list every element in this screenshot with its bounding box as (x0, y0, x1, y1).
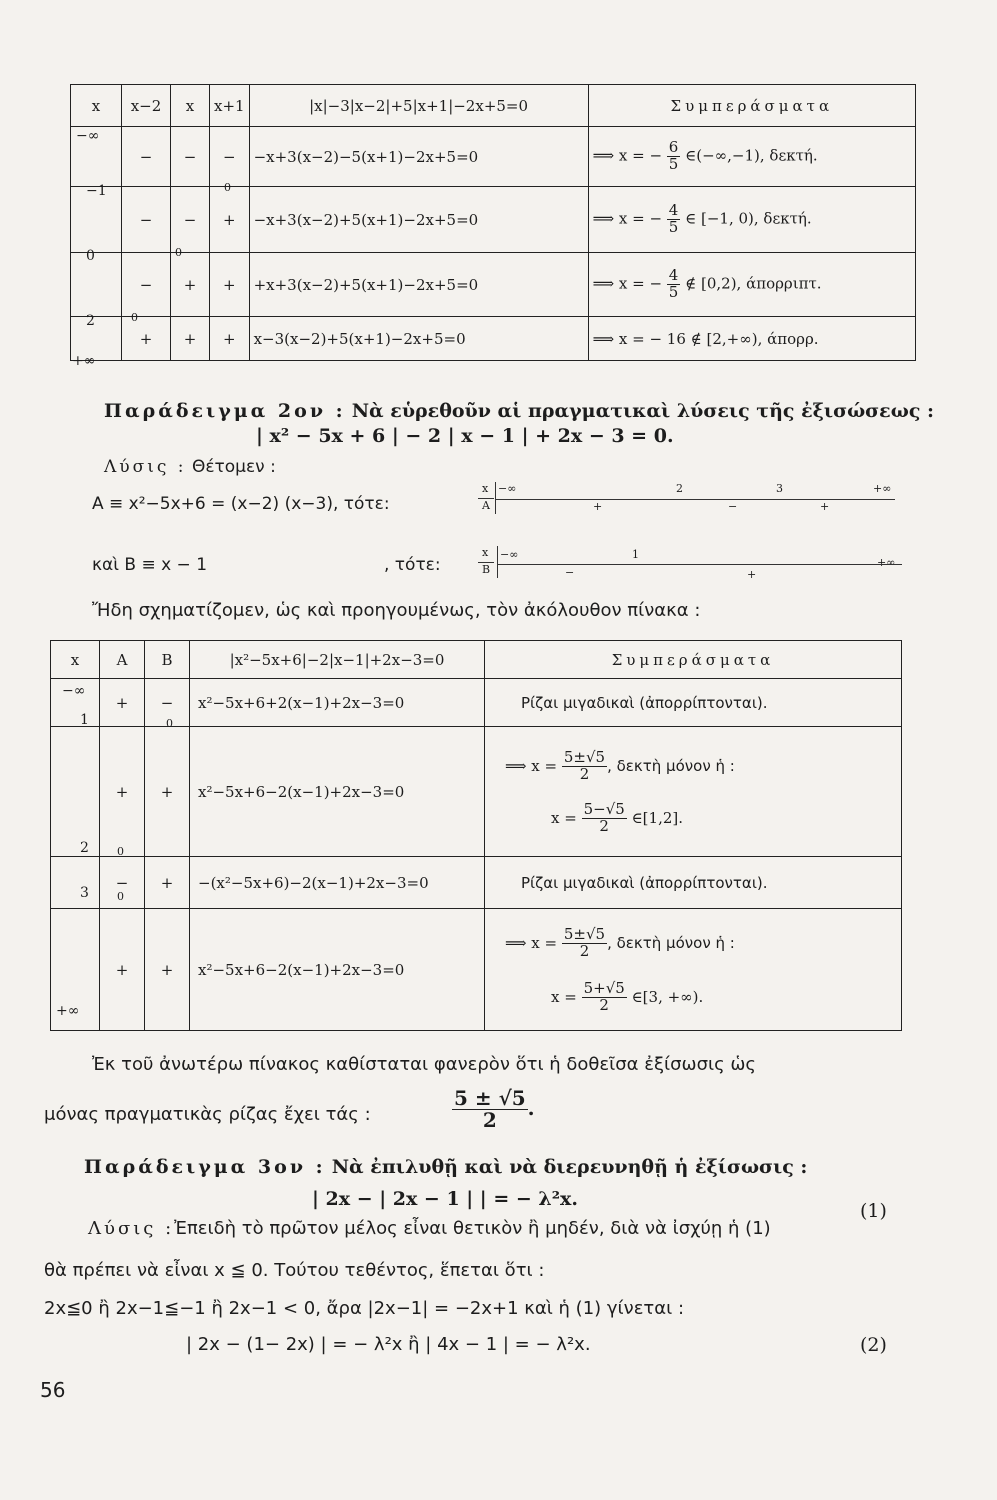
chart-point: 1 (632, 548, 639, 561)
header-x-minus-2: x−2 (122, 85, 171, 127)
header-conclusions: Συμπεράσματα (485, 641, 902, 679)
sign-cell: + (210, 253, 250, 317)
denominator: 2 (599, 996, 609, 1014)
chart-var-label: x (482, 482, 489, 495)
table-row (51, 909, 902, 1031)
solution-intro-text: Θέτομεν : (191, 457, 276, 477)
denominator: 2 (579, 942, 590, 960)
row-conclusion (588, 253, 915, 317)
numerator: 4 (668, 201, 679, 220)
table-row (71, 253, 916, 317)
conclusion-rest: ∈ [−1, 0), δεκτή. (685, 209, 812, 228)
chart-func-label: B (482, 563, 491, 576)
conclusion-line (489, 916, 897, 970)
fraction (452, 1088, 528, 1131)
fraction (582, 802, 627, 835)
conclusion-line-2: μόνας πραγματικὰς ρίζας ἔχει τάς : (44, 1104, 371, 1125)
conclusion-prefix: ⟹ x = (505, 933, 558, 952)
solution-text: Ἐπειδὴ τὸ πρῶτον μέλος εἶναι θετικὸν ἢ μηδέν, διὰ νὰ ἰσχύῃ ἡ (1) (174, 1218, 771, 1239)
example-2-heading (104, 400, 934, 422)
b-definition (92, 555, 207, 575)
example-title: Παράδειγμα 2ον : (104, 400, 346, 422)
conclusion-prefix: x = (551, 987, 577, 1006)
b-def-text: καὶ B ≡ x − 1 (92, 555, 208, 575)
chart-point: 3 (776, 482, 783, 495)
sign-cell: + (171, 253, 210, 317)
zero-mark: 0 (131, 311, 138, 324)
sign-chart-b (470, 546, 900, 586)
conclusion-roots (452, 1088, 535, 1131)
row-equation: −x+3(x−2)+5(x+1)−2x+5=0 (249, 187, 588, 253)
chart-minus-inf: −∞ (500, 548, 519, 561)
numerator: 4 (668, 266, 679, 285)
example-3-heading (84, 1156, 807, 1178)
conclusion-lhs: x = − (618, 209, 663, 228)
equation-number: (1) (860, 1200, 887, 1222)
conclusion-prefix: ⟹ x = (505, 756, 558, 775)
sign-cell: + (210, 317, 250, 361)
boundary-label: +∞ (56, 1003, 80, 1019)
conclusion-suffix: ∈[3, +∞). (631, 987, 704, 1006)
zero-mark: 0 (117, 845, 124, 858)
numerator: 6 (668, 138, 679, 157)
boundary-label: −∞ (76, 128, 100, 144)
chart-sign: − (728, 500, 738, 513)
fraction (667, 203, 681, 236)
sign-cell: + (145, 909, 190, 1031)
a-definition: A ≡ x²−5x+6 = (x−2) (x−3), τότε: (92, 494, 390, 514)
chart-var-label: x (482, 546, 489, 559)
sign-cell: + (145, 727, 190, 857)
header-equation: |x²−5x+6|−2|x−1|+2x−3=0 (190, 641, 485, 679)
row-conclusion (485, 727, 902, 857)
chart-minus-inf: −∞ (498, 482, 517, 495)
sign-cell: + (122, 317, 171, 361)
chart-func-label: A (482, 499, 490, 512)
row-conclusion (588, 317, 915, 361)
row-equation: x²−5x+6+2(x−1)+2x−3=0 (190, 679, 485, 727)
boundary-label: 2 (86, 313, 95, 329)
equation-number: (2) (860, 1334, 887, 1356)
numerator: 5 ± √5 (454, 1086, 526, 1110)
zero-mark: 0 (175, 246, 182, 259)
row-conclusion (588, 187, 915, 253)
chart-point: 2 (676, 482, 683, 495)
conclusion-rest: ∉ [0,2), άπορριπτ. (685, 274, 822, 293)
denominator: 5 (668, 218, 679, 236)
boundary-label: −1 (86, 183, 107, 199)
conclusion-prefix: x = (551, 808, 577, 827)
row-equation: x²−5x+6−2(x−1)+2x−3=0 (190, 727, 485, 857)
sign-cell: − (171, 127, 210, 187)
conclusion-line (489, 970, 897, 1024)
sentence-end: . (527, 1096, 535, 1120)
row-equation: x−3(x−2)+5(x+1)−2x+5=0 (249, 317, 588, 361)
implies-arrow: ⟹ (592, 209, 615, 228)
row-conclusion (588, 127, 915, 187)
zero-mark: 0 (117, 890, 124, 903)
fraction (562, 750, 607, 783)
header-a: A (100, 641, 145, 679)
header-x: x (51, 641, 100, 679)
header-x-plus-1: x+1 (210, 85, 250, 127)
boundary-label: +∞ (72, 353, 96, 369)
row-equation: −(x²−5x+6)−2(x−1)+2x−3=0 (190, 857, 485, 909)
denominator: 2 (599, 817, 609, 835)
example-statement: Νὰ εὑρεθοῦν αἱ πραγματικαὶ λύσεις τῆς ἐξισώσεως : (351, 400, 935, 422)
sign-cell: − (145, 679, 190, 727)
conclusion-suffix: ∈[1,2]. (631, 808, 684, 827)
boundary-label: −∞ (62, 683, 86, 699)
example-2-equation: | x² − 5x + 6 | − 2 | x − 1 | + 2x − 3 = 0. (256, 425, 674, 447)
chart-sign: − (565, 566, 575, 579)
b-definition-tote: , τότε: (384, 555, 441, 575)
chart-sign: + (593, 500, 603, 513)
conclusion-rest: ∈(−∞,−1), δεκτή. (685, 146, 818, 165)
sign-cell: − (171, 187, 210, 253)
sign-cell: + (100, 727, 145, 857)
sign-cell: − (210, 127, 250, 187)
table-row (71, 187, 916, 253)
example-title: Παράδειγμα 3ον : (84, 1156, 326, 1178)
solution-3-line-3: 2x≦0 ἢ 2x−1≦−1 ἢ 2x−1 < 0, ἄρα |2x−1| = −2x+1 καὶ ἡ (1) γίνεται : (44, 1298, 685, 1319)
table-row (71, 317, 916, 361)
example-statement: Νὰ ἐπιλυθῇ καὶ νὰ διερευνηθῇ ἡ ἐξίσωσις : (331, 1156, 808, 1178)
sign-cell: + (171, 317, 210, 361)
zero-mark: 0 (166, 717, 173, 730)
example-3-equation: | 2x − | 2x − 1 | | = − λ²x. (312, 1188, 578, 1210)
row-equation: −x+3(x−2)−5(x+1)−2x+5=0 (249, 127, 588, 187)
conclusion-line-1: Ἐκ τοῦ ἀνωτέρω πίνακος καθίσταται φανερὸν ὅτι ἡ δοθεῖσα ἐξίσωσις ὡς (92, 1054, 756, 1075)
sign-cell: + (100, 909, 145, 1031)
denominator: 2 (579, 765, 590, 783)
boundary-label: 1 (80, 712, 89, 728)
solution-3-line-1 (88, 1218, 771, 1239)
sign-cell: − (122, 253, 171, 317)
header-b: B (145, 641, 190, 679)
numerator: 5−√5 (583, 800, 625, 819)
boundary-label: 0 (86, 248, 95, 264)
numerator: 5+√5 (583, 979, 625, 998)
row-conclusion: Ρίζαι μιγαδικαὶ (ἀπορρίπτονται). (485, 679, 902, 727)
sign-cell: − (100, 857, 145, 909)
table-1 (70, 84, 916, 361)
denominator: 5 (668, 283, 679, 301)
conclusion-suffix: , δεκτὴ μόνον ἡ : (607, 756, 735, 775)
denominator: 2 (482, 1108, 497, 1132)
table-2-header-row (51, 641, 902, 679)
next-line: Ἤδη σχηματίζομεν, ὡς καὶ προηγουμένως, τὸν ἀκόλουθον πίνακα : (92, 600, 701, 621)
implies-arrow: ⟹ (592, 274, 615, 293)
header-conclusions: Συμπεράσματα (588, 85, 915, 127)
row-conclusion: Ρίζαι μιγαδικαὶ (ἀπορρίπτονται). (485, 857, 902, 909)
chart-sign: + (747, 568, 757, 581)
conclusion-lhs: x = − (618, 274, 663, 293)
table-row (51, 727, 902, 857)
sign-cell: − (122, 187, 171, 253)
row-equation: +x+3(x−2)+5(x+1)−2x+5=0 (249, 253, 588, 317)
row-conclusion (485, 909, 902, 1031)
numerator: 5±√5 (563, 925, 606, 944)
denominator: 5 (668, 155, 679, 173)
sign-cell: + (145, 857, 190, 909)
header-x: x (71, 85, 122, 127)
table-row (71, 127, 916, 187)
row-equation: x²−5x+6−2(x−1)+2x−3=0 (190, 909, 485, 1031)
table-2 (50, 640, 902, 1031)
zero-mark: 0 (224, 181, 231, 194)
conclusion-line (489, 740, 897, 792)
page-number: 56 (40, 1378, 66, 1402)
solution-label: Λύσις : (88, 1218, 175, 1239)
numerator: 5±√5 (563, 748, 606, 767)
fraction (667, 268, 681, 301)
table-row (51, 857, 902, 909)
boundary-label: 2 (80, 840, 89, 856)
sign-cell: + (210, 187, 250, 253)
solution-3-line-2: θὰ πρέπει νὰ εἶναι x ≦ 0. Τούτου τεθέντος, ἕπεται ὅτι : (44, 1260, 545, 1281)
sign-cell: − (122, 127, 171, 187)
solution-3-line-4: | 2x − (1− 2x) | = − λ²x ἢ | 4x − 1 | = − λ²x. (186, 1334, 591, 1355)
chart-sign: + (820, 500, 830, 513)
sign-chart-a (468, 482, 893, 522)
conclusion-suffix: , δεκτὴ μόνον ἡ : (607, 933, 735, 952)
fraction (582, 981, 627, 1014)
table-1-header-row (71, 85, 916, 127)
conclusion-line (489, 792, 897, 844)
solution-label: Λύσις : (104, 457, 187, 477)
implies-arrow: ⟹ (592, 329, 615, 348)
fraction (562, 927, 607, 960)
fraction (667, 140, 681, 173)
header-x: x (171, 85, 210, 127)
implies-arrow: ⟹ (592, 146, 615, 165)
conclusion-lhs: x = − 16 ∉ [2,+∞), άπορρ. (618, 329, 819, 348)
boundary-label: 3 (80, 885, 89, 901)
table-row (51, 679, 902, 727)
chart-plus-inf: +∞ (877, 556, 896, 569)
conclusion-lhs: x = − (618, 146, 663, 165)
chart-plus-inf: +∞ (873, 482, 892, 495)
sign-cell: + (100, 679, 145, 727)
header-equation: |x|−3|x−2|+5|x+1|−2x+5=0 (249, 85, 588, 127)
solution-intro (104, 457, 276, 477)
